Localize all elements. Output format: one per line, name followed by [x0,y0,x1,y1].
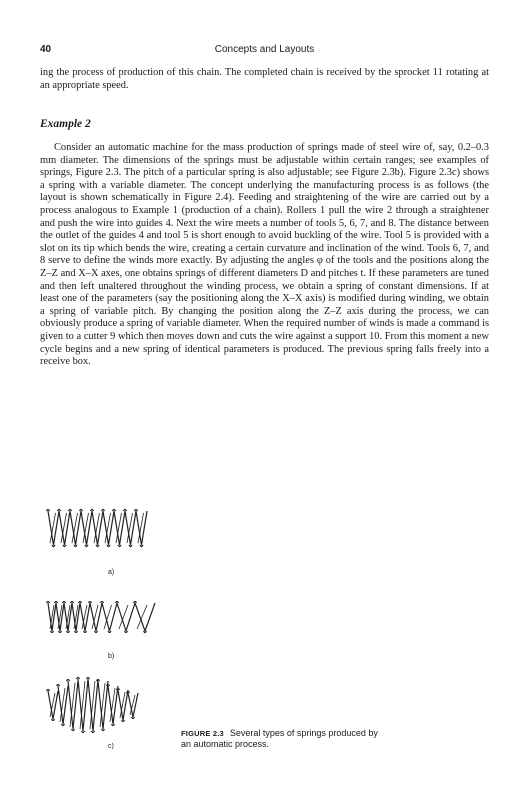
springs-drawing [40,495,180,765]
sub-label-b: b) [108,653,115,660]
continuation-paragraph: ing the process of production of this chain. The completed chain is received by the sprocket 11 rotating at an appropriate speed. [40,67,489,91]
example-body-paragraph: Consider an automatic machine for the mass production of springs made of steel wire of, say, 0.2–0.3 mm diameter. The dimensions of the springs must be adjustable within certain ranges; see examples of springs, Figure 2.3. The pitch of a particular spring is also adjustable; see Figure 2.3b). Figure 2.3c) shows a spring with a variable diameter. The concept underlying the manufacturing process is as follows (the layout is shown schematically in Figure 2.4). Feeding and straightening of the wire are carried out by a process analogous to Example 1 (production of a chain). Rollers 1 pull the wire 2 through a straightener and push the wire into guides 4. Next the wire meets a number of tools 5, 6, 7, and 8. The distance between the outlet of the guides 4 and tool 5 is short enough to avoid buckling of the wire. Tool 5 is provided with a slot on its tip which bends the wire, creating a certain curvature and inclination of the wind. Tools 6, 7, and 8 serve to define the winds more exactly. By adjusting the angles φ of the tools and the positions along the Z–Z and X–X axes, one obtains springs of different diameters D and pitches t. If these parameters are tuned and then left unaltered throughout the winding process, we obtain a spring of constant dimensions. If at least one of the parameters (say the positioning along the X–X axis) is modified during winding, we obtain a spring of variable pitch. By changing the position along the Z–Z axis during the process, we can obviously produce a spring of variable diameter. When the required number of winds is made a command is given to a cutter 9 which then moves down and cuts the wire against a support 10. From this moment a new cycle begins and a new spring of identical parameters is produced. The previous spring falls freely into a receive box. [40,142,489,368]
figure-caption-text: Several types of springs produced by an automatic process. [181,728,378,749]
page-number: 40 [40,44,52,55]
spring-b-variable-pitch [47,602,156,633]
figure-caption-label: FIGURE 2.3 [181,729,224,738]
sub-label-c: c) [108,743,114,750]
spring-c-variable-diameter [47,678,139,733]
spring-a-constant [47,510,148,547]
figure-caption [181,728,381,750]
spring-coil-path [47,602,156,633]
figure-2-3 [40,495,180,765]
example-heading: Example 2 [40,118,91,130]
page-header [40,44,489,58]
sub-label-a: a) [108,569,115,576]
running-title: Concepts and Layouts [214,44,315,55]
